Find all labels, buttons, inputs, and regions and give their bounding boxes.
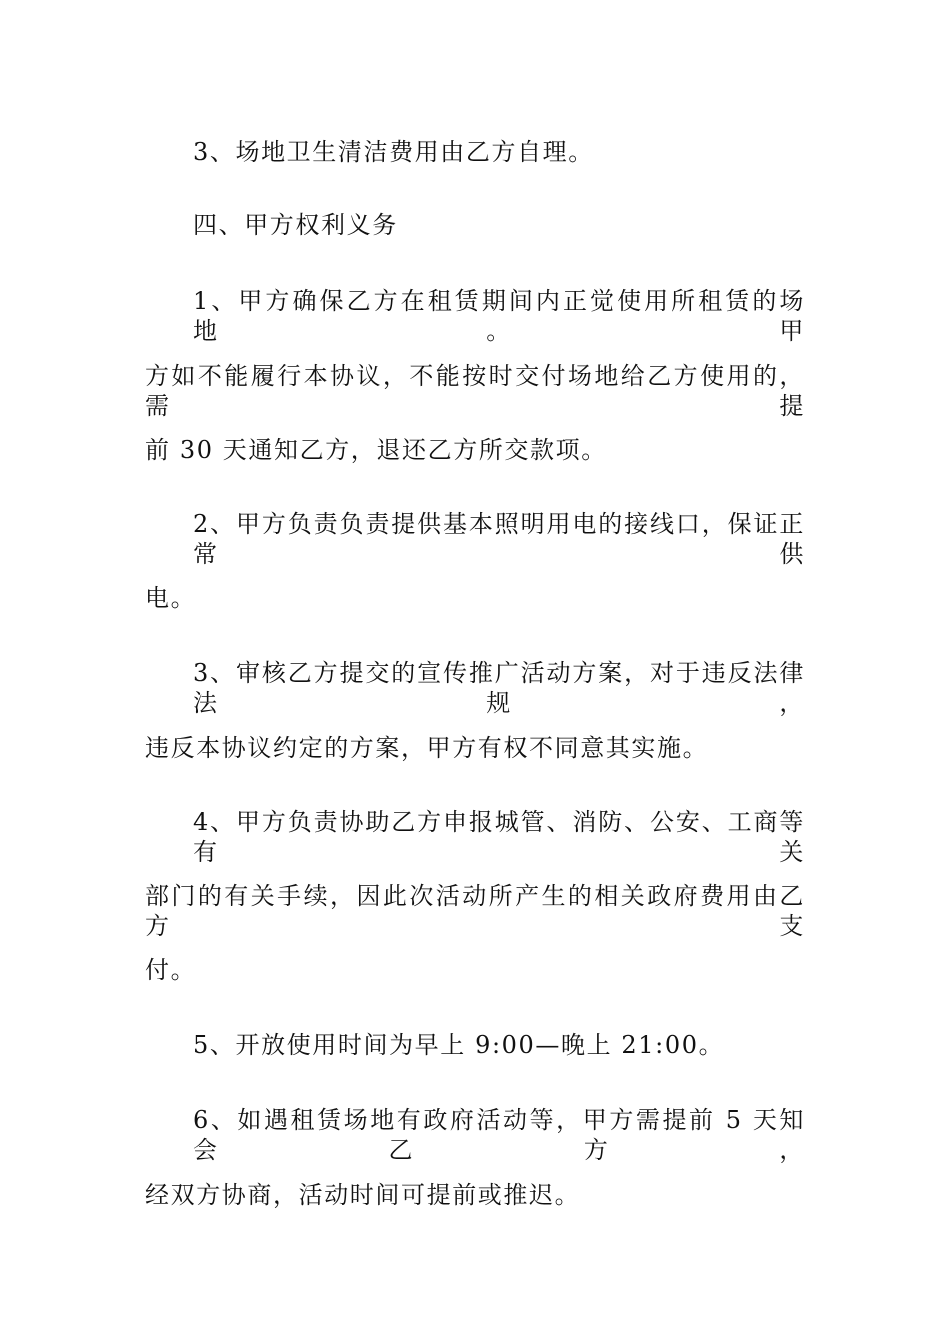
paragraph-line: 电。 [145,584,197,612]
paragraph-line: 4、甲方负责协助乙方申报城管、消防、公安、工商等有关 [193,808,805,866]
paragraph-line: 3、场地卫生清洁费用由乙方自理。 [193,138,594,166]
paragraph-line: 1、甲方确保乙方在租赁期间内正觉使用所租赁的场地。甲 [193,287,805,345]
section-heading: 四、甲方权利义务 [193,211,398,239]
paragraph-line: 5、开放使用时间为早上 9:00—晚上 21:00。 [193,1031,725,1059]
paragraph-line: 方如不能履行本协议，不能按时交付场地给乙方使用的，需提 [145,362,805,420]
paragraph-line: 部门的有关手续，因此次活动所产生的相关政府费用由乙方支 [145,882,805,940]
paragraph-line: 3、审核乙方提交的宣传推广活动方案，对于违反法律法规， [193,659,805,717]
paragraph-line: 前 30 天通知乙方，退还乙方所交款项。 [145,436,607,464]
paragraph-line: 6、如遇租赁场地有政府活动等，甲方需提前 5 天知会乙方， [193,1106,805,1164]
paragraph-line: 付。 [145,956,197,984]
paragraph-line: 经双方协商，活动时间可提前或推迟。 [145,1181,581,1209]
paragraph-line: 违反本协议约定的方案，甲方有权不同意其实施。 [145,734,709,762]
paragraph-line: 2、甲方负责负责提供基本照明用电的接线口，保证正常供 [193,510,805,568]
